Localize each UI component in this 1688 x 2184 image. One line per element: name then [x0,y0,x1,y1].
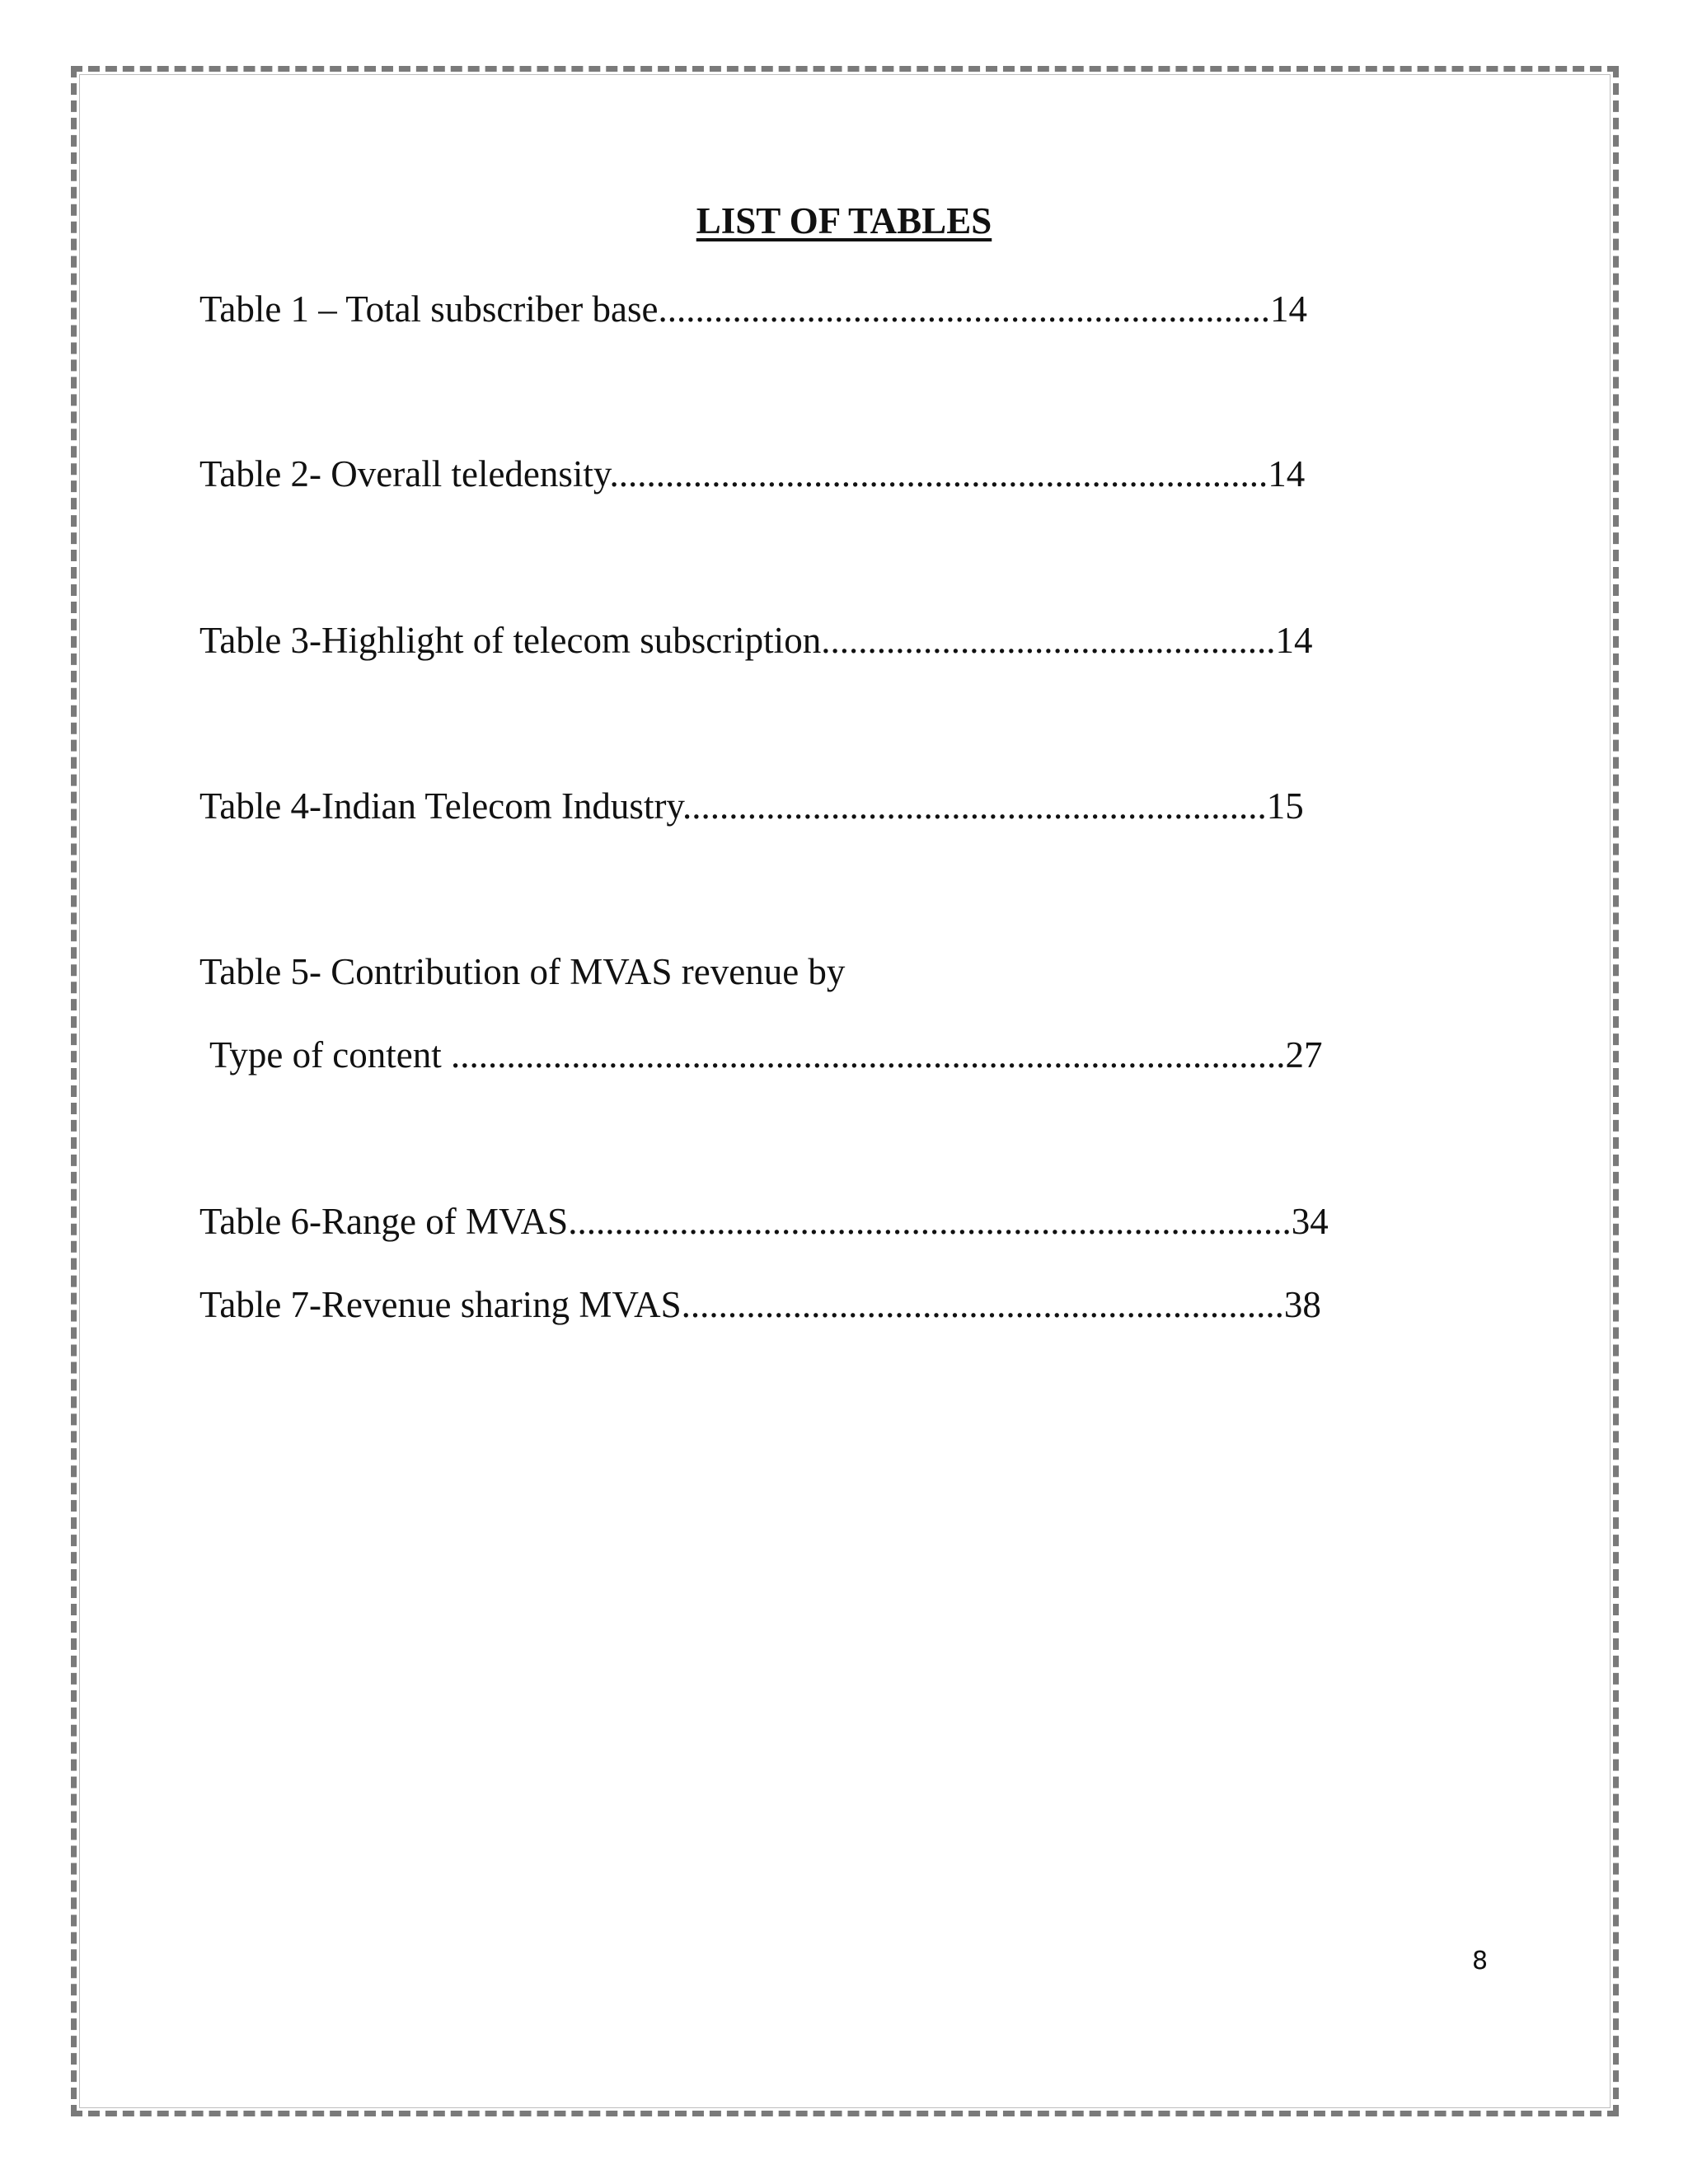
toc-entry-table-4: Table 4-Indian Telecom Industry...............................................................15 [199,785,1304,827]
toc-entry-table-6: Table 6-Range of MVAS..............................................................................34 [199,1201,1329,1242]
toc-entry-table-2: Table 2- Overall teledensity.......................................................................14 [199,453,1306,494]
page-border-inner [79,74,1611,2108]
page-number: 8 [1472,1947,1489,1975]
toc-entry-table-5-line-1: Table 5- Contribution of MVAS revenue by [199,951,846,992]
toc-entry-table-5-line-2: Type of content ..........................................................................................27 [209,1034,1323,1076]
toc-entry-table-7: Table 7-Revenue sharing MVAS.................................................................38 [199,1284,1321,1325]
page-title: LIST OF TABLES [696,200,992,241]
toc-entry-table-1: Table 1 – Total subscriber base..................................................................14 [199,288,1307,330]
toc-entry-table-3: Table 3-Highlight of telecom subscription.................................................14 [199,620,1313,661]
